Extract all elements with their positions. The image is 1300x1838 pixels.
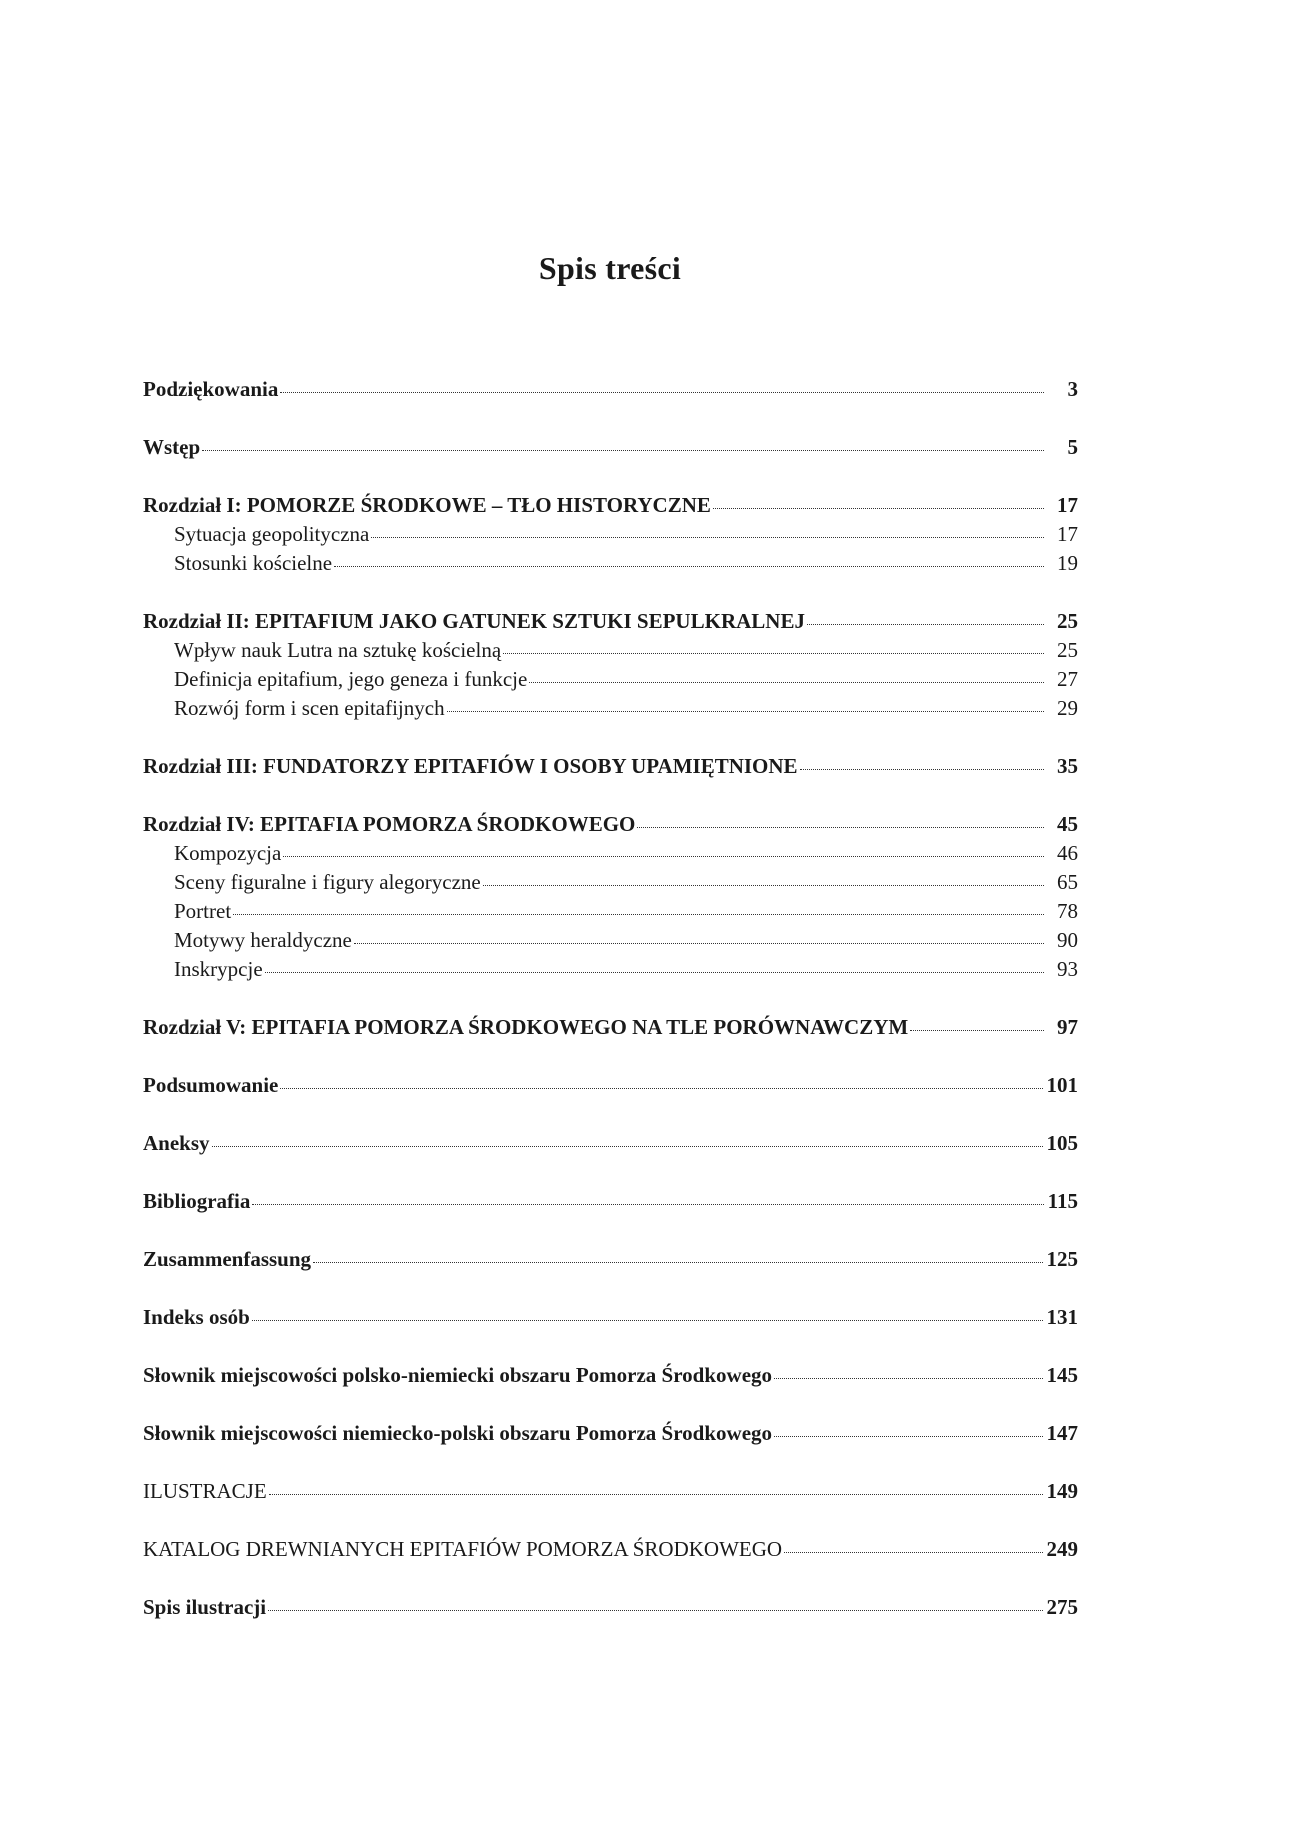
table-of-contents — [143, 375, 1078, 1622]
toc-entry-label: Aneksy — [143, 1131, 210, 1155]
toc-entry[interactable] — [143, 1361, 1078, 1390]
dot-leader — [910, 1030, 1044, 1031]
dot-leader — [807, 624, 1044, 625]
dot-leader — [268, 1610, 1042, 1611]
dot-leader — [774, 1436, 1042, 1437]
toc-entry-page: 17 — [1057, 522, 1078, 546]
toc-entry-page: 46 — [1057, 841, 1078, 865]
toc-chapter[interactable] — [143, 752, 1078, 781]
toc-entry-label: Kompozycja — [174, 841, 282, 865]
toc-entry-label: Rozdział I: POMORZE ŚRODKOWE – TŁO HISTORYCZNE — [143, 493, 711, 517]
dot-leader — [503, 653, 1044, 654]
toc-entry-page: 105 — [1046, 1131, 1078, 1155]
toc-subsection[interactable] — [143, 926, 1078, 955]
toc-entry-label: Motywy heraldyczne — [174, 928, 352, 952]
toc-entry-page: 131 — [1046, 1305, 1078, 1329]
dot-leader — [483, 885, 1044, 886]
dot-leader — [371, 537, 1044, 538]
toc-entry-label: Rozdział III: FUNDATORZY EPITAFIÓW I OSOBY UPAMIĘTNIONE — [143, 754, 798, 778]
toc-entry-page: 147 — [1046, 1421, 1078, 1445]
toc-subsection[interactable] — [143, 868, 1078, 897]
toc-entry-label: Stosunki kościelne — [174, 551, 333, 575]
dot-leader — [774, 1378, 1042, 1379]
dot-leader — [233, 914, 1044, 915]
toc-entry[interactable] — [143, 433, 1078, 462]
toc-entry-page: 93 — [1057, 957, 1078, 981]
toc-entry-label: Portret — [174, 899, 232, 923]
dot-leader — [252, 1204, 1043, 1205]
toc-entry-page: 5 — [1067, 435, 1078, 459]
toc-entry-page: 27 — [1057, 667, 1078, 691]
dot-leader — [280, 1088, 1042, 1089]
toc-entry[interactable] — [143, 1593, 1078, 1622]
toc-entry-page: 45 — [1057, 812, 1078, 836]
toc-entry-page: 115 — [1047, 1189, 1078, 1213]
toc-entry[interactable] — [143, 1245, 1078, 1274]
toc-chapter[interactable] — [143, 1013, 1078, 1042]
dot-leader — [212, 1146, 1043, 1147]
dot-leader — [354, 943, 1044, 944]
toc-entry-page: 149 — [1046, 1479, 1078, 1503]
page-title: Spis treści — [538, 250, 682, 286]
toc-entry-label: Słownik miejscowości niemiecko-polski obszaru Pomorza Środkowego — [143, 1421, 773, 1445]
dot-leader — [800, 769, 1044, 770]
toc-entry-label: Podziękowania — [143, 377, 279, 401]
toc-entry-page: 19 — [1057, 551, 1078, 575]
dot-leader — [280, 392, 1044, 393]
dot-leader — [334, 566, 1044, 567]
toc-subsection[interactable] — [143, 897, 1078, 926]
toc-chapter[interactable] — [143, 607, 1078, 636]
toc-subsection[interactable] — [143, 665, 1078, 694]
toc-entry-label: KATALOG DREWNIANYCH EPITAFIÓW POMORZA ŚRODKOWEGO — [143, 1537, 783, 1561]
toc-subsection[interactable] — [143, 636, 1078, 665]
toc-entry-label: Sceny figuralne i figury alegoryczne — [174, 870, 481, 894]
toc-subsection[interactable] — [143, 549, 1078, 578]
toc-entry-page: 29 — [1057, 696, 1078, 720]
toc-entry-label: Definicja epitafium, jego geneza i funkcje — [174, 667, 528, 691]
toc-entry[interactable] — [143, 1187, 1078, 1216]
toc-entry-page: 25 — [1057, 609, 1078, 633]
toc-entry-label: Wpływ nauk Lutra na sztukę kościelną — [174, 638, 502, 662]
toc-subsection[interactable] — [143, 520, 1078, 549]
toc-entry-page: 25 — [1057, 638, 1078, 662]
toc-entry-page: 97 — [1057, 1015, 1078, 1039]
toc-entry-label: Rozwój form i scen epitafijnych — [174, 696, 445, 720]
toc-entry[interactable] — [143, 1303, 1078, 1332]
toc-subsection[interactable] — [143, 839, 1078, 868]
dot-leader — [447, 711, 1044, 712]
dot-leader — [252, 1320, 1043, 1321]
toc-entry-page: 65 — [1057, 870, 1078, 894]
dot-leader — [269, 1494, 1043, 1495]
toc-entry-label: Wstęp — [143, 435, 201, 459]
toc-entry[interactable] — [143, 1071, 1078, 1100]
toc-chapter[interactable] — [143, 491, 1078, 520]
toc-entry-page: 145 — [1046, 1363, 1078, 1387]
dot-leader — [713, 508, 1044, 509]
toc-entry-page: 35 — [1057, 754, 1078, 778]
toc-entry-label: Podsumowanie — [143, 1073, 279, 1097]
toc-entry-page: 249 — [1046, 1537, 1078, 1561]
toc-entry-label: Sytuacja geopolityczna — [174, 522, 370, 546]
toc-entry-page: 78 — [1057, 899, 1078, 923]
toc-entry-label: Bibliografia — [143, 1189, 251, 1213]
toc-entry-page: 17 — [1057, 493, 1078, 517]
toc-entry-label: Inskrypcje — [174, 957, 263, 981]
toc-entry-page: 90 — [1057, 928, 1078, 952]
toc-entry[interactable] — [143, 1419, 1078, 1448]
dot-leader — [529, 682, 1044, 683]
dot-leader — [283, 856, 1044, 857]
toc-entry[interactable] — [143, 375, 1078, 404]
toc-entry-label: Spis ilustracji — [143, 1595, 267, 1619]
dot-leader — [637, 827, 1044, 828]
toc-entry-page: 3 — [1067, 377, 1078, 401]
toc-chapter[interactable] — [143, 810, 1078, 839]
toc-entry-page: 125 — [1046, 1247, 1078, 1271]
dot-leader — [313, 1262, 1042, 1263]
toc-entry-label: Rozdział II: EPITAFIUM JAKO GATUNEK SZTUKI SEPULKRALNEJ — [143, 609, 805, 633]
toc-entry-label: Rozdział V: EPITAFIA POMORZA ŚRODKOWEGO NA TLE PORÓWNAWCZYM — [143, 1015, 909, 1039]
toc-entry-label: Zusammenfassung — [143, 1247, 312, 1271]
dot-leader — [265, 972, 1044, 973]
toc-entry-label: Słownik miejscowości polsko-niemiecki obszaru Pomorza Środkowego — [143, 1363, 773, 1387]
dot-leader — [784, 1552, 1042, 1553]
toc-entry-page: 275 — [1046, 1595, 1078, 1619]
toc-entry-label: ILUSTRACJE — [143, 1479, 267, 1503]
toc-subsection[interactable] — [143, 694, 1078, 723]
toc-entry[interactable] — [143, 1535, 1078, 1564]
toc-entry[interactable] — [143, 1129, 1078, 1158]
toc-entry-label: Rozdział IV: EPITAFIA POMORZA ŚRODKOWEGO — [143, 812, 636, 836]
toc-entry-page: 101 — [1046, 1073, 1078, 1097]
toc-entry-label: Indeks osób — [143, 1305, 250, 1329]
dot-leader — [202, 450, 1044, 451]
toc-entry[interactable] — [143, 1477, 1078, 1506]
toc-subsection[interactable] — [143, 955, 1078, 984]
